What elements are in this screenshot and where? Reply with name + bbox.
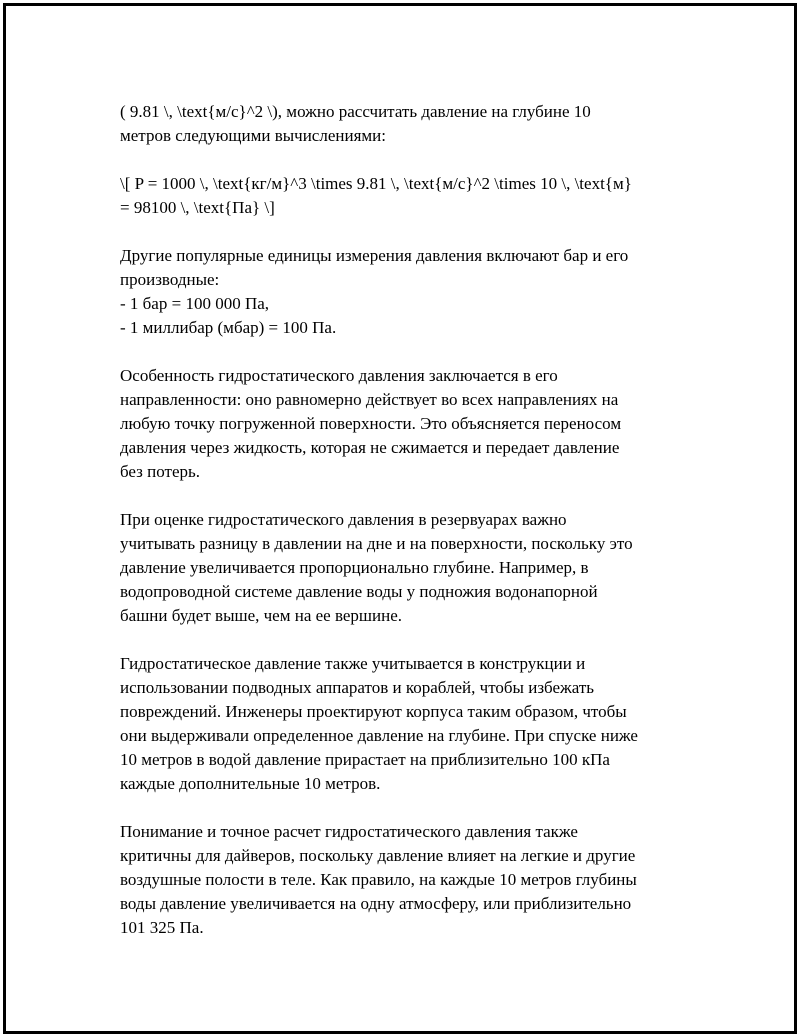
page-border — [3, 3, 797, 1034]
paragraph-units: Другие популярные единицы измерения давления включают бар и его производные: - 1 бар = 100 000 Па, - 1 миллибар (мбар) = 100 Па. — [120, 246, 629, 337]
paragraph-reservoirs: При оценке гидростатического давления в резервуарах важно учитывать разницу в давлении на дне и на поверхности, поскольку это давление увеличивается пропорционально глубине. Например, в водопроводной системе давление воды у подножия водонапорной башни будет выше, чем на ее вершине. — [120, 510, 633, 625]
paragraph-directionality: Особенность гидростатического давления заключается в его направленности: оно равномерно действует во всех направлениях на любую точку погруженной поверхности. Это объясняется переносом давления через жидкость, которая не сжимается и передает давление без потерь. — [120, 366, 622, 481]
paragraph-formula: \[ P = 1000 \, \text{кг/м}^3 \times 9.81 \, \text{м/с}^2 \times 10 \, \text{м} = 98100 \, \text{Па} \] — [120, 174, 632, 217]
paragraph-underwater-vehicles: Гидростатическое давление также учитывается в конструкции и использовании подводных аппаратов и кораблей, чтобы избежать повреждений. Инженеры проектируют корпуса таким образом, чтобы они выдерживали определенное давление на глубине. При спуске ниже 10 метров в водой давление прирастает на приблизительно 100 кПа каждые дополнительные 10 метров. — [120, 654, 638, 793]
paragraph-calculation-intro: ( 9.81 \, \text{м/с}^2 \), можно рассчитать давление на глубине 10 метров следующими вычислениями: — [120, 102, 591, 145]
paragraph-divers: Понимание и точное расчет гидростатического давления также критичны для дайверов, поскольку давление влияет на легкие и другие воздушные полости в теле. Как правило, на каждые 10 метров глубины воды давление увеличивается на одну атмосферу, или приблизительно 101 325 Па. — [120, 822, 637, 937]
document-body — [120, 100, 720, 940]
